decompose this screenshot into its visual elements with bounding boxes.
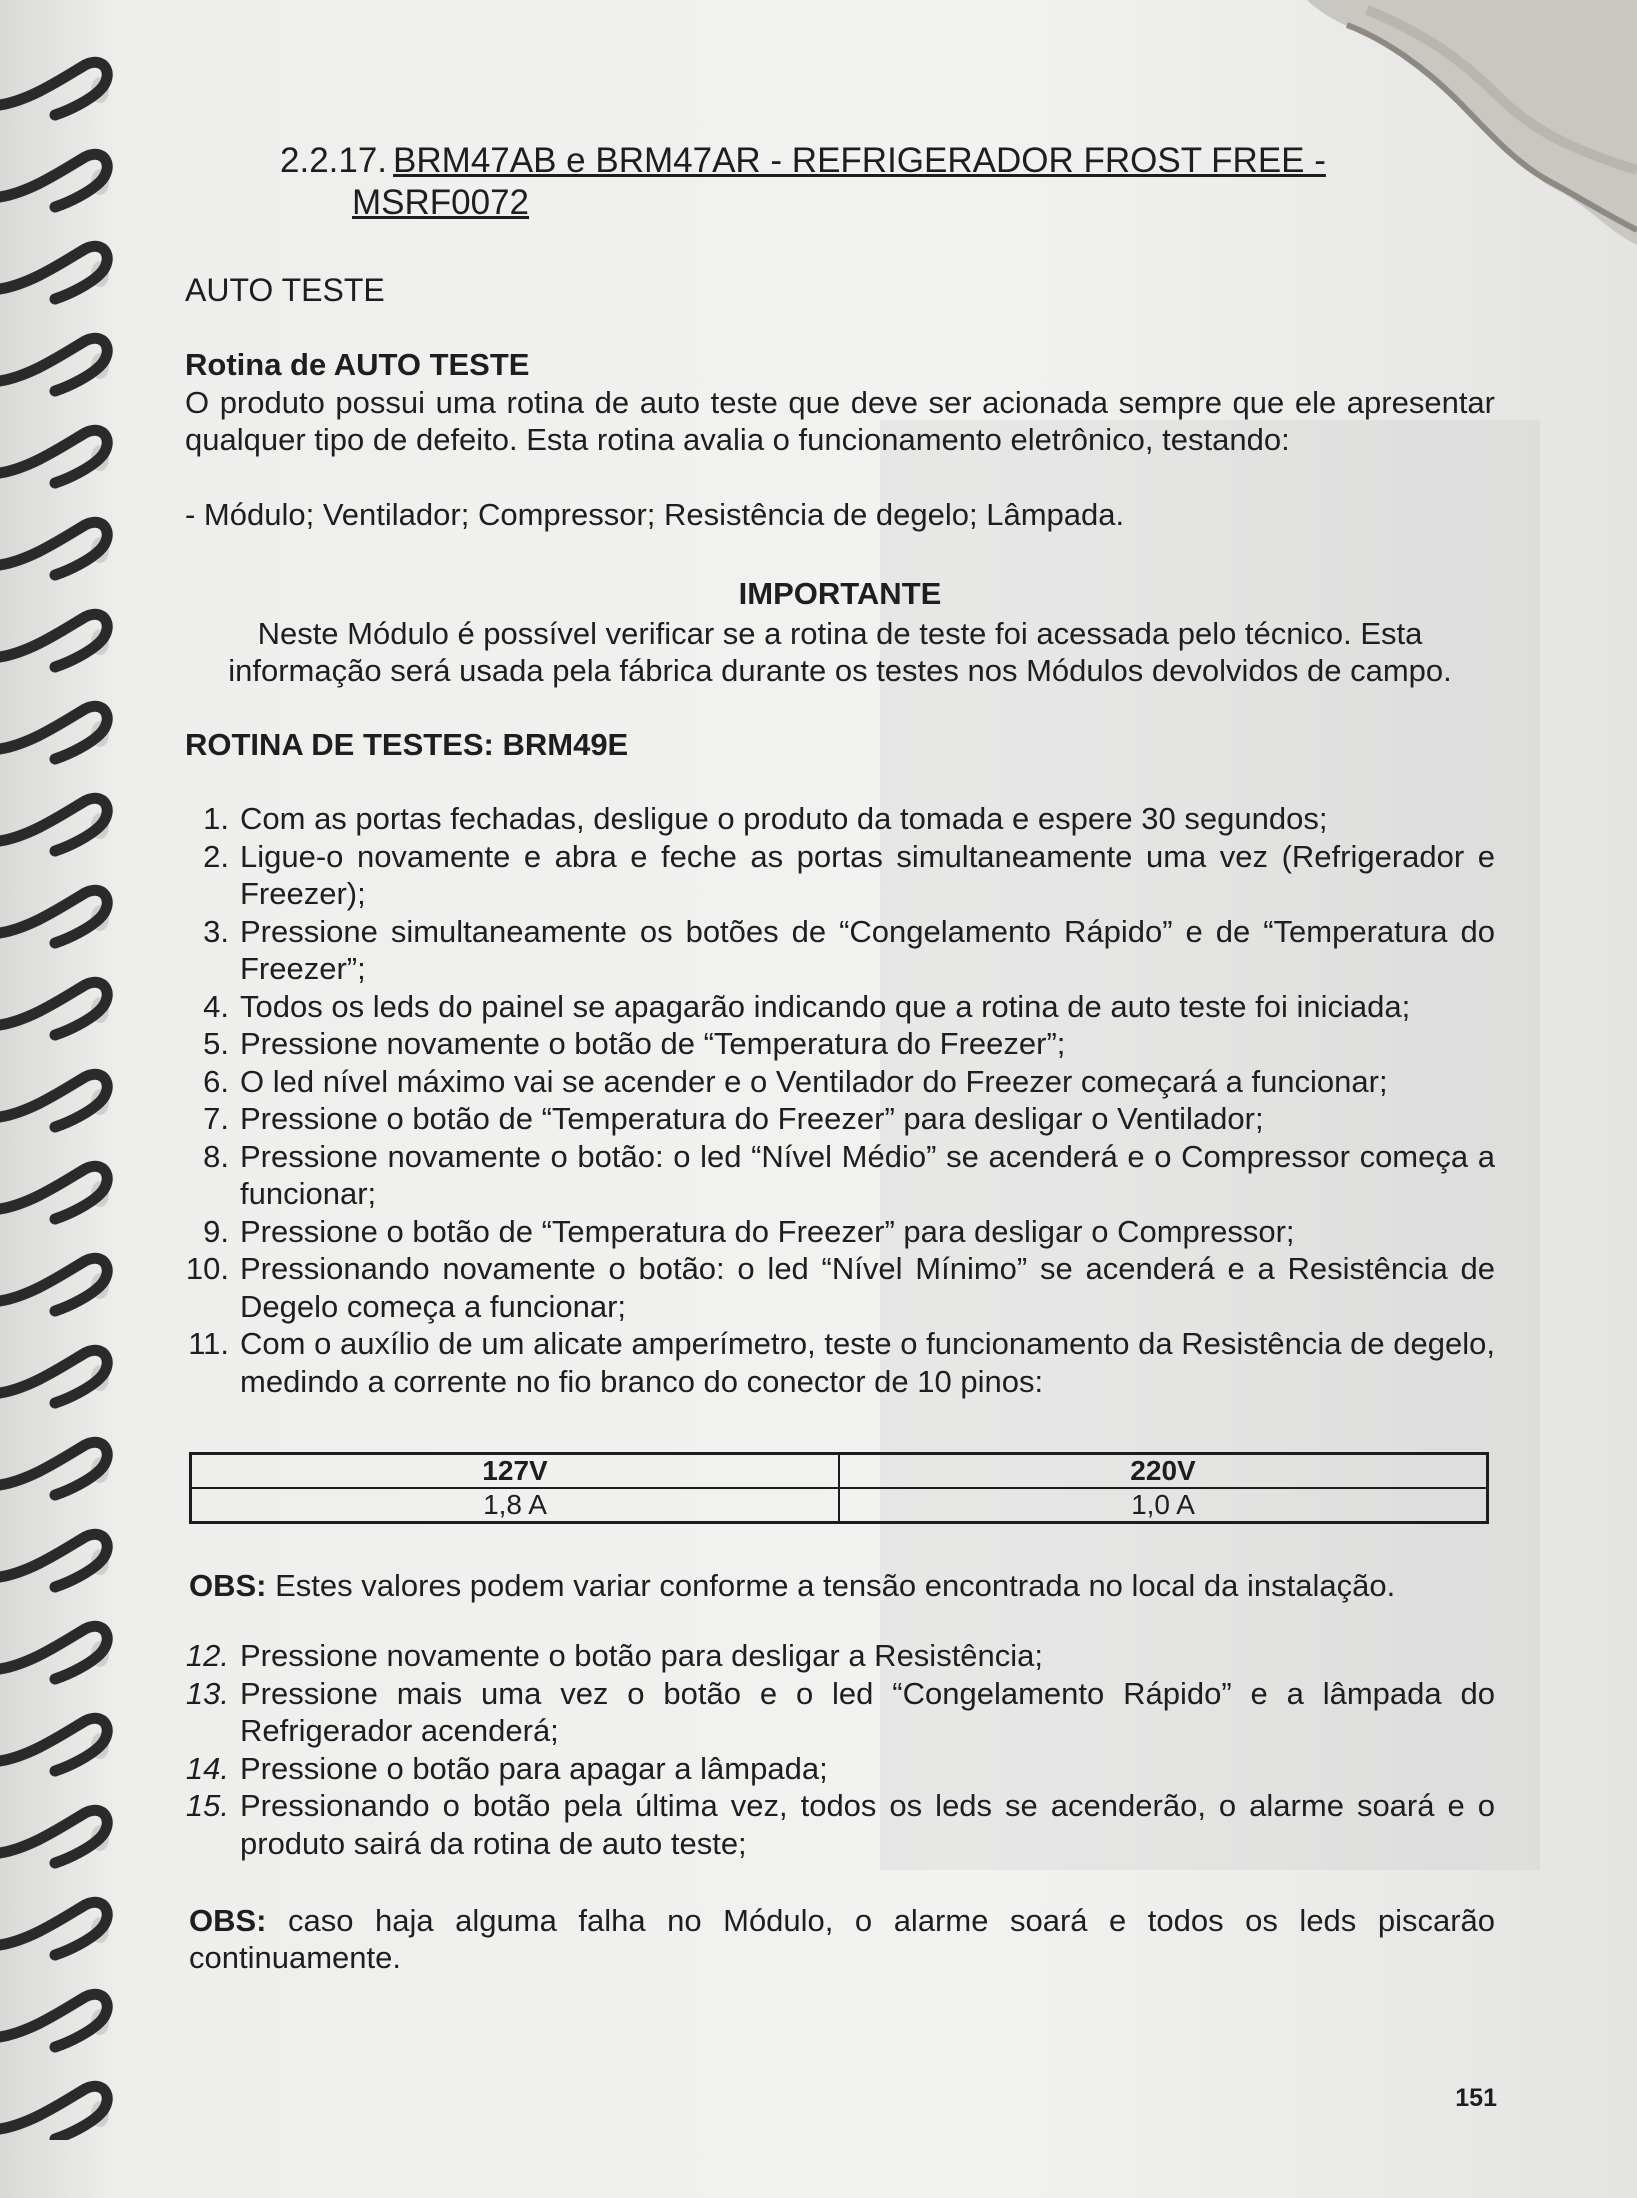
step-text: Com o auxílio de um alicate amperímetro, teste o funcionamento da Resistência de degelo, medindo a corrente no fio branco do conector de 10 pinos:: [240, 1326, 1495, 1399]
step-text: Pressionando novamente o botão: o led “Nível Mínimo” se acenderá e a Resistência de Degelo começa a funcionar;: [240, 1251, 1495, 1324]
step-number: 2.: [203, 838, 229, 874]
important-text: Neste Módulo é possível verificar se a rotina de teste foi acessada pelo técnico. Esta informação será usada pela fábrica durante os testes nos Módulos devolvidos de campo.: [228, 616, 1452, 688]
list-item: [185, 1325, 1495, 1400]
list-item: [185, 1213, 1495, 1251]
step-number: 11.: [188, 1326, 229, 1361]
step-number: 1.: [203, 801, 229, 836]
step-number: 7.: [203, 1101, 229, 1136]
important-heading: IMPORTANTE: [738, 576, 942, 611]
step-text: Pressione novamente o botão para desligar a Resistência;: [240, 1638, 1044, 1673]
list-item: [185, 1100, 1495, 1138]
voltage-table: [189, 1452, 1489, 1524]
rotina-heading: Rotina de AUTO TESTE: [185, 347, 530, 382]
step-text: Pressionando o botão pela última vez, todos os leds se acenderão, o alarme soará e o produto sairá da rotina de auto teste;: [240, 1788, 1495, 1861]
step-text: Todos os leds do painel se apagarão indicando que a rotina de auto teste foi iniciada;: [240, 988, 1411, 1024]
table-header-220v: 220V: [839, 1454, 1488, 1489]
step-number: 3.: [203, 913, 229, 949]
torn-corner-stain: [1307, 0, 1637, 250]
step-number: 14.: [185, 1750, 229, 1786]
step-number: 13.: [185, 1675, 229, 1711]
step-text: O led nível máximo vai se acender e o Ventilador do Freezer começará a funcionar;: [240, 1063, 1388, 1099]
obs-label: OBS:: [189, 1903, 267, 1938]
steps-list-part1: [185, 800, 1495, 1400]
step-number: 12.: [185, 1638, 229, 1673]
step-number: 6.: [203, 1063, 229, 1099]
obs-text: Estes valores podem variar conforme a tensão encontrada no local da instalação.: [266, 1568, 1396, 1603]
obs-note-1: [189, 1567, 1495, 1604]
step-text: Pressione mais uma vez o botão e o led “Congelamento Rápido” e a lâmpada do Refrigerador acenderá;: [240, 1675, 1495, 1748]
section-title: [280, 140, 1326, 224]
step-text: Ligue-o novamente e abra e feche as portas simultaneamente uma vez (Refrigerador e Freezer);: [240, 838, 1495, 911]
table-cell-127v: 1,8 A: [191, 1488, 840, 1523]
step-number: 9.: [203, 1213, 229, 1249]
page-number: 151: [1455, 2084, 1497, 2112]
list-item: [185, 1025, 1495, 1063]
section-title-line2: MSRF0072: [352, 183, 530, 222]
intro-paragraph: O produto possui uma rotina de auto teste que deve ser acionada sempre que ele apresentar qualquer tipo de defeito. Esta rotina avalia o funcionamento eletrônico, testando:: [185, 385, 1495, 457]
list-item: [185, 913, 1495, 988]
table-header-row: [191, 1454, 1488, 1489]
step-text: Pressione o botão de “Temperatura do Freezer” para desligar o Ventilador;: [240, 1101, 1264, 1136]
step-text: Pressione o botão de “Temperatura do Freezer” para desligar o Compressor;: [240, 1213, 1295, 1249]
list-item: [185, 800, 1495, 838]
table-row: [191, 1488, 1488, 1523]
table-header-127v: 127V: [191, 1454, 840, 1489]
auto-teste-heading: AUTO TESTE: [185, 272, 385, 308]
list-item: [185, 1750, 1495, 1788]
obs-label: OBS:: [189, 1568, 267, 1603]
list-item: [185, 1250, 1495, 1325]
list-item: [185, 838, 1495, 913]
steps-list-part2: [185, 1637, 1495, 1862]
step-text: Com as portas fechadas, desligue o produto da tomada e espere 30 segundos;: [240, 801, 1328, 836]
obs-note-2: [189, 1902, 1495, 1976]
list-item: [185, 1063, 1495, 1101]
step-number: 10.: [185, 1251, 229, 1286]
step-number: 4.: [203, 988, 229, 1024]
step-text: Pressione novamente o botão de “Temperatura do Freezer”;: [240, 1026, 1066, 1061]
section-title-line1: BRM47AB e BRM47AR - REFRIGERADOR FROST FREE -: [393, 141, 1326, 180]
list-item: [185, 1787, 1495, 1862]
step-text: Pressione novamente o botão: o led “Nível Médio” se acenderá e o Compressor começa a funcionar;: [240, 1138, 1495, 1211]
obs-text: caso haja alguma falha no Módulo, o alarme soará e todos os leds piscarão continuamente.: [189, 1903, 1495, 1975]
list-item: [185, 1637, 1495, 1675]
list-item: [185, 1138, 1495, 1213]
step-text: Pressione o botão para apagar a lâmpada;: [240, 1750, 828, 1786]
test-routine-heading: ROTINA DE TESTES: BRM49E: [185, 727, 629, 762]
step-number: 8.: [203, 1138, 229, 1174]
step-text: Pressione simultaneamente os botões de “Congelamento Rápido” e de “Temperatura do Freezer”;: [240, 913, 1495, 986]
table-cell-220v: 1,0 A: [839, 1488, 1488, 1523]
tested-items: - Módulo; Ventilador; Compressor; Resistência de degelo; Lâmpada.: [185, 497, 1125, 532]
step-number: 5.: [203, 1026, 229, 1061]
section-number: 2.2.17.: [280, 141, 388, 180]
spiral-binding-icon: [0, 40, 140, 2140]
step-number: 15.: [185, 1788, 229, 1823]
list-item: [185, 1675, 1495, 1750]
list-item: [185, 988, 1495, 1026]
